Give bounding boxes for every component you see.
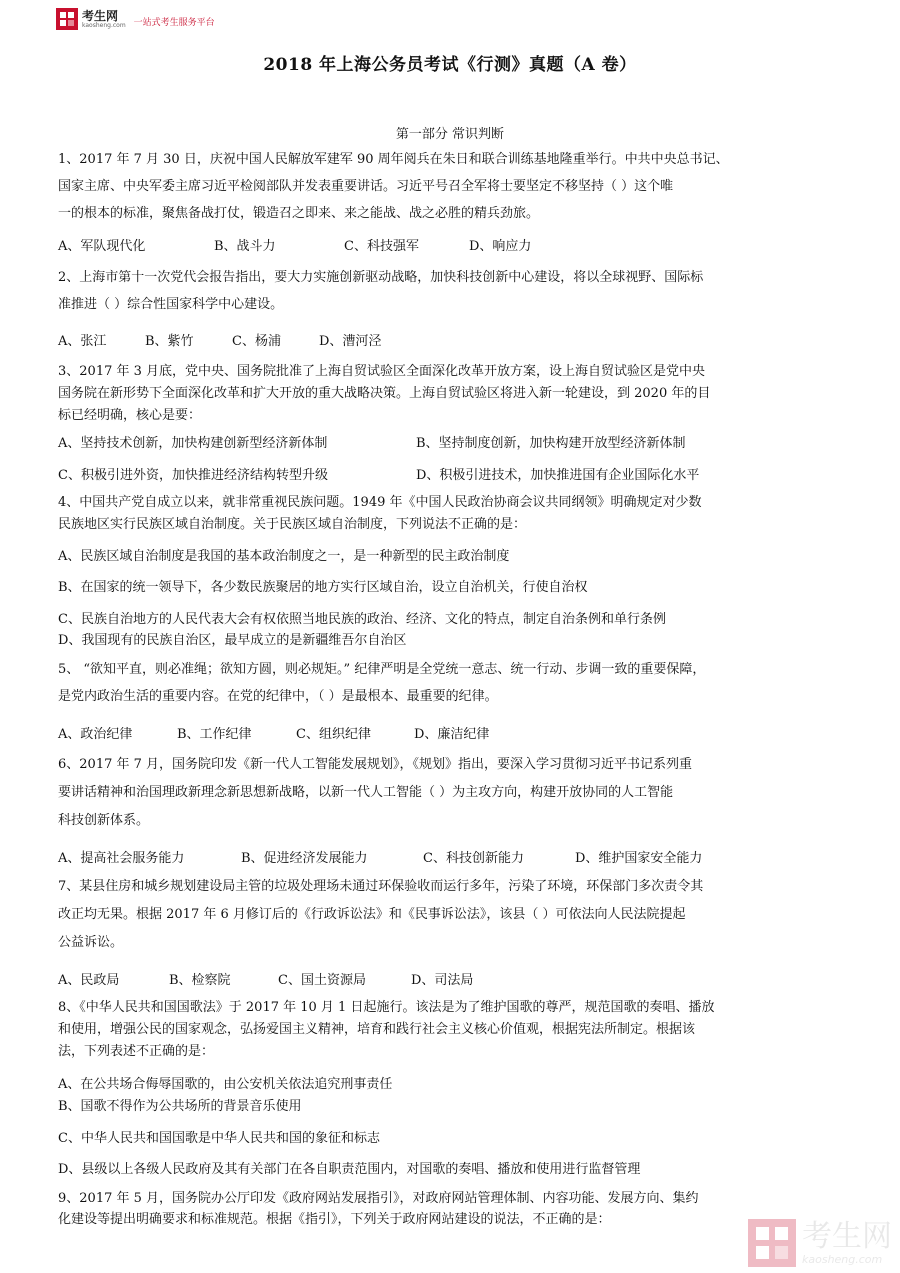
options-3-row1 — [58, 432, 686, 451]
question-6 — [58, 755, 842, 831]
question-line: 和使用，增强公民的国家观念，弘扬爱国主义精神，培育和践行社会主义核心价值观，根据宪法所制定。根据该 — [58, 1022, 696, 1037]
question-line: 4、中国共产党自成立以来，就非常重视民族问题。1949 年《中国人民政治协商会议共同纲领》明确规定对少数 — [58, 495, 702, 510]
option-8a: A、在公共场合侮辱国歌的，由公安机关依法追究刑事责任 — [58, 1077, 393, 1092]
option: C、国土资源局 — [278, 973, 366, 988]
question-line: 是党内政治生活的重要内容。在党的纪律中，（ ）是最根本、最重要的纪律。 — [58, 689, 498, 704]
question-line: 一的根本的标准，聚焦备战打仗，锻造召之即来、来之能战、战之必胜的精兵劲旅。 — [58, 206, 540, 221]
option: C、科技创新能力 — [423, 851, 524, 866]
question-line: 法，下列表述不正确的是： — [58, 1044, 215, 1059]
option: D、积极引进技术，加快推进国有企业国际化水平 — [416, 468, 700, 483]
question-line: 国务院在新形势下全面深化改革和扩大开放的重大战略决策。上海自贸试验区将进入新一轮建设，到 2020 年的目 — [58, 386, 711, 401]
option: A、坚持技术创新，加快构建创新型经济新体制 — [58, 436, 328, 451]
option: A、军队现代化 — [58, 239, 146, 254]
option: B、检察院 — [169, 973, 231, 988]
option: C、积极引进外资，加快推进经济结构转型升级 — [58, 468, 328, 483]
options-5 — [58, 723, 489, 742]
option-8b: B、国歌不得作为公共场所的背景音乐使用 — [58, 1099, 302, 1114]
question-line: 要讲话精神和治国理政新理念新思想新战略，以新一代人工智能（ ）为主攻方向，构建开放协同的人工智能 — [58, 785, 674, 800]
logo-name: 考生网 — [82, 8, 119, 23]
options-6 — [58, 847, 702, 866]
option: B、工作纪律 — [177, 727, 252, 742]
question-3 — [58, 362, 842, 426]
option: B、坚持制度创新，加快构建开放型经济新体制 — [416, 436, 686, 451]
question-line: 民族地区实行民族区域自治制度。关于民族区域自治制度，下列说法不正确的是： — [58, 517, 527, 532]
question-4 — [58, 493, 842, 535]
question-line: 8、《中华人民共和国国歌法》于 2017 年 10 月 1 日起施行。该法是为了维护国歌的尊严，规范国歌的奏唱、播放 — [58, 1000, 715, 1015]
question-2 — [58, 268, 842, 315]
options-7 — [58, 969, 473, 988]
question-8 — [58, 998, 842, 1062]
options-1 — [58, 235, 531, 254]
logo-domain: kaosheng.com — [82, 21, 126, 29]
watermark-domain: kaosheng.com — [802, 1252, 883, 1266]
option: A、提高社会服务能力 — [58, 851, 185, 866]
option: C、组织纪律 — [296, 727, 371, 742]
slogan: 一站式考生服务平台 — [133, 17, 215, 28]
option-4a: A、民族区域自治制度是我国的基本政治制度之一，是一种新型的民主政治制度 — [58, 549, 510, 564]
options-2 — [58, 330, 381, 349]
option-4d: D、我国现有的民族自治区，最早成立的是新疆维吾尔自治区 — [58, 633, 407, 648]
options-3-row2 — [58, 464, 699, 483]
question-line: 1、2017 年 7 月 30 日，庆祝中国人民解放军建军 90 周年阅兵在朱日和联合训练基地隆重举行。中共中央总书记、 — [58, 152, 729, 167]
watermark-text — [802, 1218, 892, 1266]
question-line: 3、2017 年 3 月底，党中央、国务院批准了上海自贸试验区全面深化改革开放方案，设上海自贸试验区是党中央 — [58, 364, 706, 379]
option: B、紫竹 — [145, 334, 194, 349]
option: A、政治纪律 — [58, 727, 133, 742]
option: B、促进经济发展能力 — [241, 851, 368, 866]
question-line: 公益诉讼。 — [58, 935, 124, 950]
option: D、漕河泾 — [319, 334, 382, 349]
page-title: 2018 年上海公务员考试《行测》真题（A 卷） — [263, 55, 637, 75]
option: D、廉洁纪律 — [414, 727, 490, 742]
option-8d: D、县级以上各级人民政府及其有关部门在各自职责范围内，对国歌的奏唱、播放和使用进行监督管理 — [58, 1162, 641, 1177]
option-4c: C、民族自治地方的人民代表大会有权依照当地民族的政治、经济、文化的特点，制定自治条例和单行条例 — [58, 612, 666, 627]
option: D、司法局 — [411, 973, 474, 988]
option-8c: C、中华人民共和国国歌是中华人民共和国的象征和标志 — [58, 1131, 380, 1146]
section-heading: 第一部分 常识判断 — [395, 127, 505, 142]
question-line: 7、某县住房和城乡规划建设局主管的垃圾处理场未通过环保验收而运行多年，污染了环境，环保部门多次责令其 — [58, 879, 704, 894]
option: A、张江 — [58, 334, 107, 349]
question-5 — [58, 660, 842, 707]
kaosheng-logo-icon — [56, 8, 78, 30]
watermark-name: 考生网 — [802, 1218, 892, 1254]
option: D、维护国家安全能力 — [575, 851, 703, 866]
question-line: 6、2017 年 7 月，国务院印发《新一代人工智能发展规划》，《规划》指出，要深入学习贯彻习近平书记系列重 — [58, 757, 693, 772]
option-4b: B、在国家的统一领导下，各少数民族聚居的地方实行区域自治，设立自治机关，行使自治权 — [58, 580, 588, 595]
question-line: 科技创新体系。 — [58, 813, 150, 828]
question-line: 准推进（ ）综合性国家科学中心建设。 — [58, 297, 284, 312]
question-line: 化建设等提出明确要求和标准规范。根据《指引》，下列关于政府网站建设的说法，不正确的是： — [58, 1212, 611, 1227]
option: A、民政局 — [58, 973, 120, 988]
question-line: 国家主席、中央军委主席习近平检阅部队并发表重要讲话。习近平号召全军将士要坚定不移坚持（ ）这个唯 — [58, 179, 674, 194]
question-9 — [58, 1189, 842, 1230]
question-line: 5、 “欲知平直，则必准绳；欲知方圆，则必规矩。” 纪律严明是全党统一意志、统一行动、步调一致的重要保障， — [58, 662, 706, 677]
option: D、响应力 — [469, 239, 532, 254]
logo-text — [82, 10, 126, 29]
question-line: 2、上海市第十一次党代会报告指出，要大力实施创新驱动战略，加快科技创新中心建设，将以全球视野、国际标 — [58, 270, 704, 285]
option: B、战斗力 — [214, 239, 276, 254]
watermark — [748, 1219, 892, 1267]
question-1 — [58, 150, 842, 224]
question-line: 标已经明确，核心是要： — [58, 408, 202, 423]
option: C、杨浦 — [232, 334, 281, 349]
site-header — [56, 6, 215, 32]
question-7 — [58, 877, 842, 953]
question-line: 改正均无果。根据 2017 年 6 月修订后的《行政诉讼法》和《民事诉讼法》，该县（ ）可依法向人民法院提起 — [58, 907, 686, 922]
question-line: 9、2017 年 5 月，国务院办公厅印发《政府网站发展指引》，对政府网站管理体制、内容功能、发展方向、集约 — [58, 1191, 699, 1206]
watermark-logo-icon — [748, 1219, 796, 1267]
option: C、科技强军 — [344, 239, 419, 254]
